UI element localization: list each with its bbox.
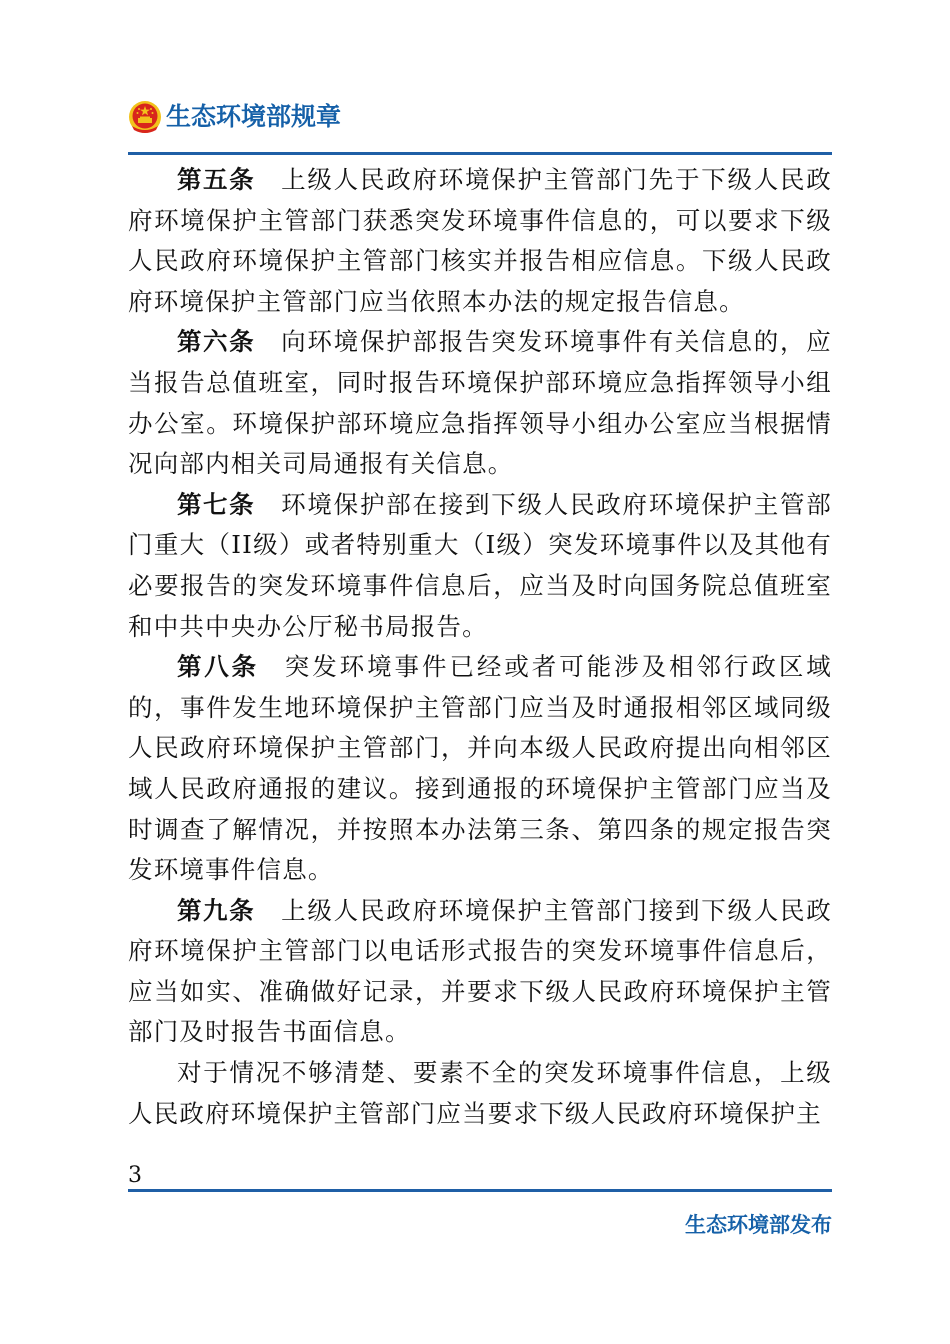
article-label: 第七条 <box>177 489 256 519</box>
national-emblem-icon <box>128 100 162 134</box>
article-text: 上级人民政府环境保护主管部门接到下级人民政府环境保护主管部门以电话形式报告的突发环境事件信息后，应当如实、准确做好记录，并要求下级人民政府环境保护主管部门及时报告书面信息。 <box>128 895 832 1047</box>
article-label: 第九条 <box>177 895 256 925</box>
article-label: 第八条 <box>177 652 259 682</box>
article-8 <box>128 647 832 891</box>
footer-divider <box>128 1189 832 1192</box>
header-divider <box>128 152 832 155</box>
document-body <box>128 160 832 1134</box>
article-text: 向环境保护部报告突发环境事件有关信息的，应当报告总值班室，同时报告环境保护部环境应急指挥领导小组办公室。环境保护部环境应急指挥领导小组办公室应当根据情况向部内相关司局通报有关信息。 <box>128 327 832 479</box>
article-label: 第六条 <box>177 327 256 357</box>
article-5 <box>128 160 832 322</box>
article-7 <box>128 485 832 647</box>
page-number: 3 <box>128 1163 142 1188</box>
header-title: 生态环境部规章 <box>166 102 342 131</box>
article-9 <box>128 891 832 1053</box>
article-text: 上级人民政府环境保护主管部门先于下级人民政府环境保护主管部门获悉突发环境事件信息的，可以要求下级人民政府环境保护主管部门核实并报告相应信息。下级人民政府环境保护主管部门应当依照本办法的规定报告信息。 <box>128 165 832 316</box>
article-label: 第五条 <box>177 165 256 194</box>
page-header <box>128 96 832 148</box>
article-text: 环境保护部在接到下级人民政府环境保护主管部门重大（II级）或者特别重大（I级）突发环境事件以及其他有必要报告的突发环境事件信息后，应当及时向国务院总值班室和中共中央办公厅秘书局报告。 <box>128 489 832 641</box>
article-text: 突发环境事件已经或者可能涉及相邻行政区域的，事件发生地环境保护主管部门应当及时通报相邻区域同级人民政府环境保护主管部门，并向本级人民政府提出向相邻区域人民政府通报的建议。接到通报的环境保护主管部门应当及时调查了解情况，并按照本办法第三条、第四条的规定报告突发环境事件信息。 <box>128 652 832 885</box>
continuation-paragraph: 对于情况不够清楚、要素不全的突发环境事件信息，上级人民政府环境保护主管部门应当要求下级人民政府环境保护主 <box>128 1058 832 1128</box>
article-6 <box>128 322 832 484</box>
footer-publisher: 生态环境部发布 <box>685 1213 832 1237</box>
